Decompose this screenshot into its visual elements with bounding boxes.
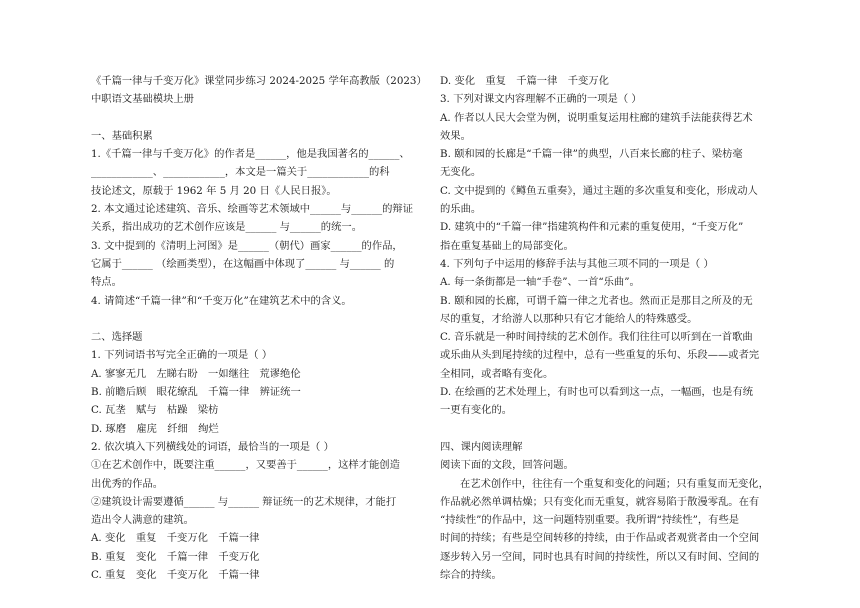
option-line: 无变化。: [440, 166, 482, 179]
option-line: C. 文中提到的《鳟鱼五重奏》，通过主题的多次重复和变化，形成动人: [440, 184, 758, 197]
question-text-line: 2. 本文通过论述建筑、音乐、绘画等艺术领域中______与______的辩证: [91, 203, 414, 216]
reading-passage-line: 时间的持续；有些是空间转移的持续，由于作品或者观赏者由一个空间: [440, 532, 760, 545]
reading-passage-line: 综合的持续。: [440, 569, 502, 582]
section-heading-reading: 四、课内阅读理解: [440, 440, 523, 453]
option-line: B. 前瞻后顾 眼花缭乱 千篇一律 辨证统一: [91, 386, 301, 399]
reading-passage-line: 在艺术创作中，往往有一个重复和变化的问题；只有重复而无变化，: [460, 477, 769, 490]
question-text-line: 特点。: [91, 276, 122, 289]
option-line: B. 重复 变化 千篇一律 千变万化: [91, 550, 260, 563]
question-text-line: 1.《千篇一律与千变万化》的作者是______，他是我国著名的______、: [91, 148, 410, 161]
option-line: 指在重复基础上的局部变化。: [440, 239, 574, 252]
option-line: A. 变化 重复 千变万化 千篇一律: [91, 532, 260, 545]
question-text-line: 1. 下列词语书写完全正确的一项是（ ）: [91, 349, 273, 362]
question-text-line: 3. 文中提到的《清明上河图》是______（朝代）画家______的作品，: [91, 239, 403, 252]
option-line: C. 音乐就是一种时间持续的艺术创作。我们往往可以听到在一首歌曲: [440, 331, 753, 344]
section-heading-choice: 二、选择题: [91, 331, 143, 344]
option-line: 的乐曲。: [440, 203, 482, 216]
option-line: 全相同，或者略有变化。: [440, 367, 554, 380]
reading-passage-line: 逐步转入另一空间，同时也具有时间的持续性，所以又有时间、空间的: [440, 550, 760, 563]
option-line: 或乐曲从头到尾持续的过程中，总有一些重复的乐句、乐段——或者完: [440, 349, 760, 362]
reading-passage-line: “持续性”的作品中，这一问题特别重要。我所谓“持续性”，有些是: [440, 514, 740, 527]
question-text-line: ____________、____________，本文是一篇关于____________的科: [91, 166, 390, 179]
right-column: [440, 72, 775, 584]
option-line: D. 在绘画的艺术处理上，有时也可以看到这一点，一幅画，也是有统: [440, 386, 754, 399]
option-line: 一更有变化的。: [440, 404, 513, 417]
option-line: D. 琢磨 雇庑 纤细 绚烂: [91, 422, 219, 435]
question-text-line: 3. 下列对课文内容理解不正确的一项是（ ）: [440, 93, 642, 106]
question-text-line: 4. 下列句子中运用的修辞手法与其他三项不同的一项是（ ）: [440, 257, 714, 270]
question-text-line: 关系，指出成功的艺术创作应该是______ 与______的统一。: [91, 221, 362, 234]
document-title-line-2: 中职语文基础模块上册: [91, 93, 194, 106]
question-text-line: 2. 依次填入下列横线处的词语，最恰当的一项是（ ）: [91, 440, 334, 453]
reading-instruction: 阅读下面的文段，回答问题。: [440, 459, 574, 472]
reading-passage-line: 作品就必然单调枯燥；只有变化而无重复，就容易陷于散漫零乱。在有: [440, 495, 760, 508]
question-text-line: ①在艺术创作中，既要注重______，又要善于______，这样才能创造: [91, 459, 400, 472]
section-heading-basics: 一、基础积累: [91, 129, 153, 142]
option-line: B. 颐和园的长廊，可谓千篇一律之尤者也。然而正是那目之所及的无: [440, 294, 753, 307]
question-text-line: 4. 请简述“千篇一律”和“千变万化”在建筑艺术中的含义。: [91, 294, 352, 307]
option-line: C. 瓦垄 赋与 枯躁 梁枋: [91, 404, 219, 417]
option-line: A. 每一条街都是一轴“手卷”、一首“乐曲”。: [440, 276, 640, 289]
option-line: D. 变化 重复 千篇一律 千变万化: [440, 75, 609, 87]
option-line: D. 建筑中的“千篇一律”指建筑构件和元素的重复使用，“千变万化”: [440, 221, 744, 234]
option-line: 效果。: [440, 129, 471, 142]
left-column: [91, 72, 427, 584]
option-line: 尽的重复，才给游人以那种只有它才能给人的特殊感受。: [440, 312, 698, 325]
option-line: B. 颐和园的长廊是“千篇一律”的典型，八百来长廊的柱子、梁枋毫: [440, 148, 743, 161]
question-text-line: ②建筑设计需要遵循______ 与______ 辩证统一的艺术规律，才能打: [91, 495, 397, 508]
document-title-line-1: 《千篇一律与千变万化》课堂同步练习 2024-2025 学年高教版（2023）: [91, 75, 427, 87]
question-text-line: 造出令人满意的建筑。: [91, 514, 194, 527]
question-text-line: 它属于______ （绘画类型），在这幅画中体现了______ 与______ 的: [91, 257, 395, 270]
option-line: A. 寥寥无几 左睇右盼 一如继往 荒谬绝伦: [91, 367, 301, 380]
option-line: A. 作者以人民大会堂为例，说明重复运用柱廊的建筑手法能获得艺术: [440, 111, 753, 124]
question-text-line: 出优秀的作品。: [91, 477, 164, 490]
option-line: C. 重复 变化 千变万化 千篇一律: [91, 569, 260, 582]
question-text-line: 技论述文，原载于 1962 年 5 月 20 日《人民日报》。: [91, 184, 337, 197]
